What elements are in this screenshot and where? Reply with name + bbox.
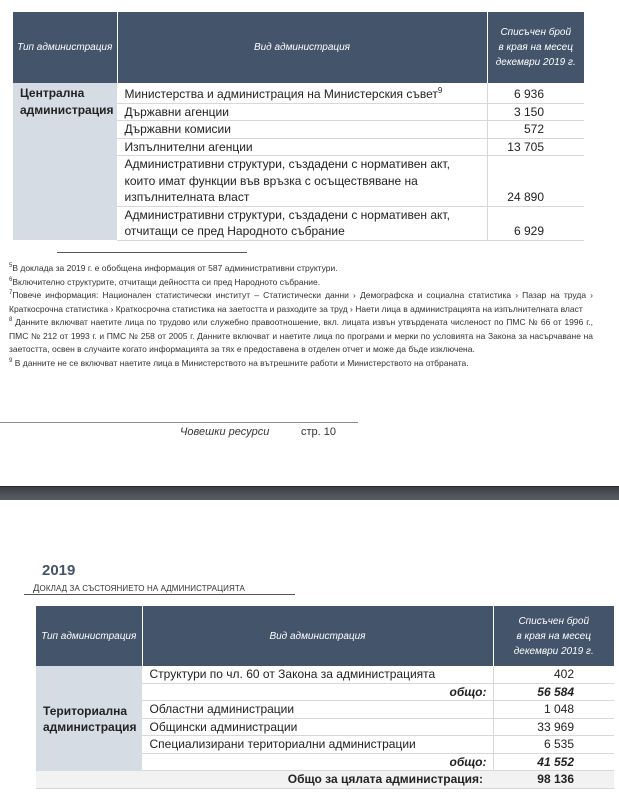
row-kind: Държавни агенции (117, 103, 487, 121)
group-label-central: Централна администрация (13, 83, 117, 240)
row-kind: Общински администрации (142, 718, 493, 736)
row-count: 6 535 (493, 736, 614, 754)
report-title: ДОКЛАД ЗА СЪСТОЯНИЕТО НА АДМИНИСТРАЦИЯТА (33, 583, 245, 594)
row-count: 33 969 (493, 718, 614, 736)
footnote-5: $^5$В доклада за 2019 г. е обобщена информация от 587 административни структури. (9, 263, 338, 273)
subtotal-label: общо: (142, 753, 493, 771)
footnote-7: $^7$Повече информация: Национален статистически институт – Статистически данни › Демографска и социална статистика › Пазар на труда › Краткосрочна статистика › Краткосрочна статистика на заетостта и разходите за труд › Наети лица в администрацията на изпълнителната власт (9, 290, 593, 314)
table-row (13, 83, 584, 103)
header-count: Списъчен брой в края на месец декември 2019 г. (493, 606, 614, 666)
table-row (36, 666, 614, 683)
header-count: Списъчен брой в края на месец декември 2019 г. (487, 12, 584, 83)
row-kind: Административни структури, създадени с нормативен акт, които имат функции във връзка с осъществяване на изпълнителната власт (117, 156, 487, 207)
header-type: Тип администрация (36, 606, 142, 666)
report-year: 2019 (42, 562, 76, 579)
document-page-2 (0, 500, 619, 795)
row-count: 3 150 (487, 103, 584, 121)
footnote-8: $^8$ Данните включват наетите лица по трудово или служебно правоотношение, вкл. лицата извън утвърдената численост по ПМС № 66 от 1996 г., ПМС № 212 от 1993 г. и ПМС № 258 от 2005 г. Данните включват и наетите лица по програми и мерки по условията на Закона за насърчаване на заетостта, освен в случаите когато информацията за тях е предоставена в отделен отчет и може да бъде изключена. (9, 317, 593, 354)
row-count: 6 936 (487, 83, 584, 103)
row-count: 13 705 (487, 138, 584, 156)
row-kind: Министерства и администрация на Министерския съвет$^9$ (117, 83, 487, 103)
subtotal-label: общо: (142, 683, 493, 701)
footnote-6: $^6$Включително структурите, отчитащи дейността си пред Народното събрание. (9, 276, 321, 287)
subtotal-value: 41 552 (493, 753, 614, 771)
row-count: 572 (487, 121, 584, 139)
row-count: 402 (493, 666, 614, 683)
page-break-divider (0, 486, 619, 501)
territorial-administration-table (36, 606, 614, 789)
row-kind: Административни структури, създадени с нормативен акт, отчитащи се пред Народното събрание (117, 206, 487, 240)
row-kind: Специализирани териториални администрации (142, 736, 493, 754)
grand-total-value: 98 136 (493, 771, 614, 789)
footer-rule (0, 422, 358, 423)
footnotes (9, 262, 593, 370)
footnote-9: $^9$ В данните не се включват наетите лица в Министерството на вътрешните работи и Министерството на отбраната. (9, 357, 469, 368)
subtotal-value: 56 584 (493, 683, 614, 701)
footer-page-number: стр. 10 (301, 426, 337, 438)
central-administration-table (13, 12, 584, 241)
header-type: Тип администрация (13, 12, 117, 83)
row-kind: Изпълнителни агенции (117, 138, 487, 156)
header-kind: Вид администрация (117, 12, 487, 83)
footnote-separator (57, 252, 247, 253)
row-count: 1 048 (493, 701, 614, 719)
header-rule (24, 594, 295, 595)
grand-total-label: Общо за цялата администрация: (36, 771, 493, 789)
row-kind: Областни администрации (142, 701, 493, 719)
group-label-territorial: Териториална администрация (36, 666, 142, 771)
grand-total-row (36, 771, 614, 789)
row-count: 24 890 (487, 156, 584, 207)
row-kind: Държавни комисии (117, 121, 487, 139)
row-kind: Структури по чл. 60 от Закона за администрацията (142, 666, 493, 683)
row-count: 6 929 (487, 206, 584, 240)
header-kind: Вид администрация (142, 606, 493, 666)
footer-section-title: Човешки ресурси (180, 426, 270, 438)
